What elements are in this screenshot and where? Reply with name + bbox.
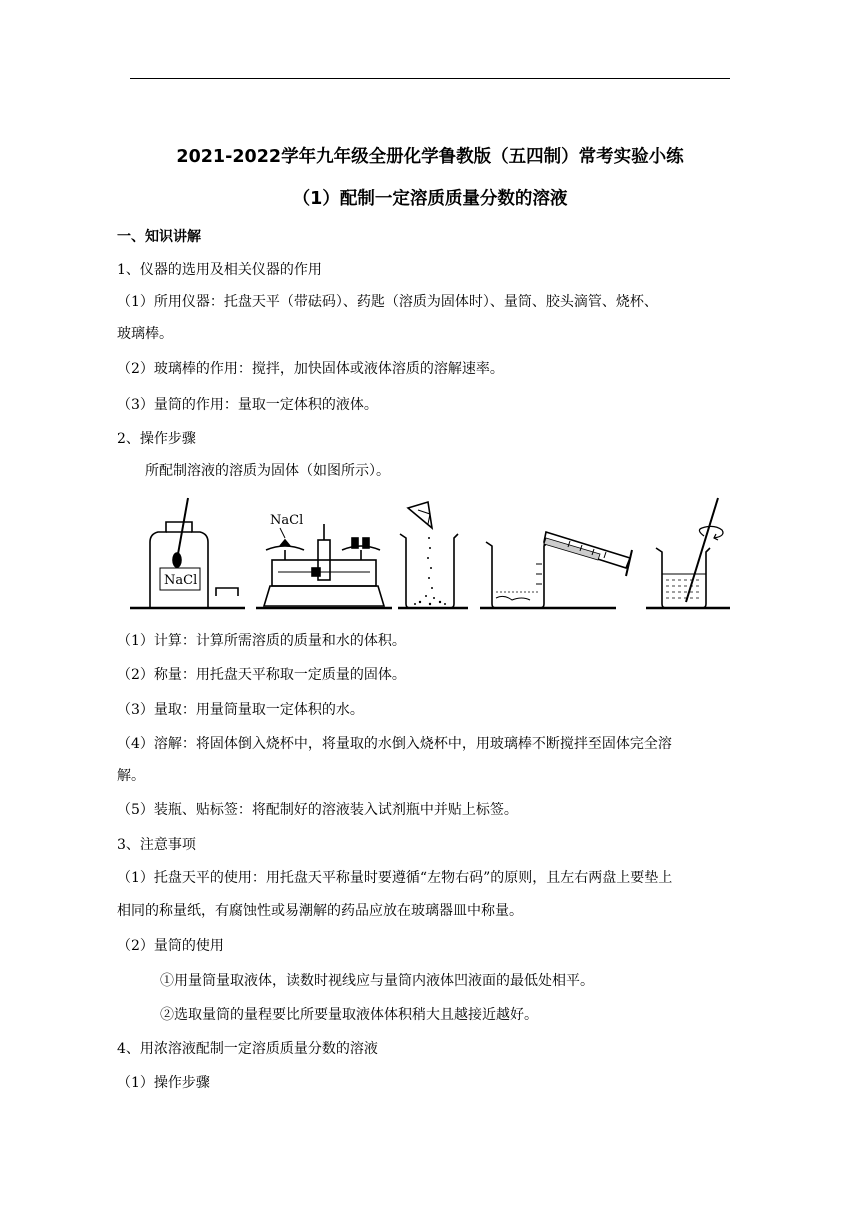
header-rule	[130, 78, 730, 79]
paragraph-line: （3）量筒的作用：量取一定体积的液体。	[117, 397, 378, 413]
cylinder-pouring-icon	[486, 532, 632, 608]
doc-title-line2: （1）配制一定溶质质量分数的溶液	[292, 189, 568, 209]
subsection-heading: 4、用浓溶液配制一定溶质质量分数的溶液	[117, 1041, 378, 1057]
step-line: （1）计算：计算所需溶质的质量和水的体积。	[117, 633, 406, 649]
beaker-pouring-icon	[400, 502, 458, 608]
paragraph-line: 所配制溶液的溶质为固体（如图所示）。	[145, 463, 390, 479]
step-line: （3）量取：用量筒量取一定体积的水。	[117, 702, 364, 718]
reagent-bottle-icon	[150, 498, 238, 608]
experiment-figure	[130, 494, 730, 612]
paragraph-line: ②选取量筒的量程要比所要量取液体体积稍大且越接近越好。	[160, 1007, 538, 1023]
step-line: （2）称量：用托盘天平称取一定质量的固体。	[117, 667, 406, 683]
balance-icon	[264, 513, 384, 606]
paragraph-line: 玻璃棒。	[117, 326, 173, 342]
paragraph-line: （2）玻璃棒的作用：搅拌，加快固体或液体溶质的溶解速率。	[117, 361, 504, 377]
doc-title-line1: 2021-2022学年九年级全册化学鲁教版（五四制）常考实验小练	[176, 147, 684, 167]
paragraph-line: （1）操作步骤	[117, 1075, 210, 1091]
paragraph-line: ①用量筒量取液体，读数时视线应与量筒内液体凹液面的最低处相平。	[160, 973, 594, 989]
subsection-heading: 2、操作步骤	[117, 431, 196, 447]
subsection-heading: 1、仪器的选用及相关仪器的作用	[117, 262, 322, 278]
bottle-label: NaCl	[164, 573, 198, 588]
paragraph-line: （1）托盘天平的使用：用托盘天平称量时要遵循“左物右码”的原则，且左右两盘上要垫上	[117, 870, 673, 886]
section-heading: 一、知识讲解	[117, 229, 201, 245]
balance-label: NaCl	[270, 513, 304, 528]
step-line: （4）溶解：将固体倒入烧杯中，将量取的水倒入烧杯中，用玻璃棒不断搅拌至固体完全溶	[117, 736, 672, 752]
step-line: 解。	[117, 768, 145, 784]
step-line: （5）装瓶、贴标签：将配制好的溶液装入试剂瓶中并贴上标签。	[117, 802, 518, 818]
paragraph-line: 相同的称量纸，有腐蚀性或易潮解的药品应放在玻璃器皿中称量。	[117, 903, 523, 919]
paragraph-line: （1）所用仪器：托盘天平（带砝码）、药匙（溶质为固体时）、量筒、胶头滴管、烧杯、	[117, 294, 658, 310]
paragraph-line: （2）量筒的使用	[117, 938, 224, 954]
subsection-heading: 3、注意事项	[117, 837, 196, 853]
stirring-beaker-icon	[656, 498, 723, 608]
